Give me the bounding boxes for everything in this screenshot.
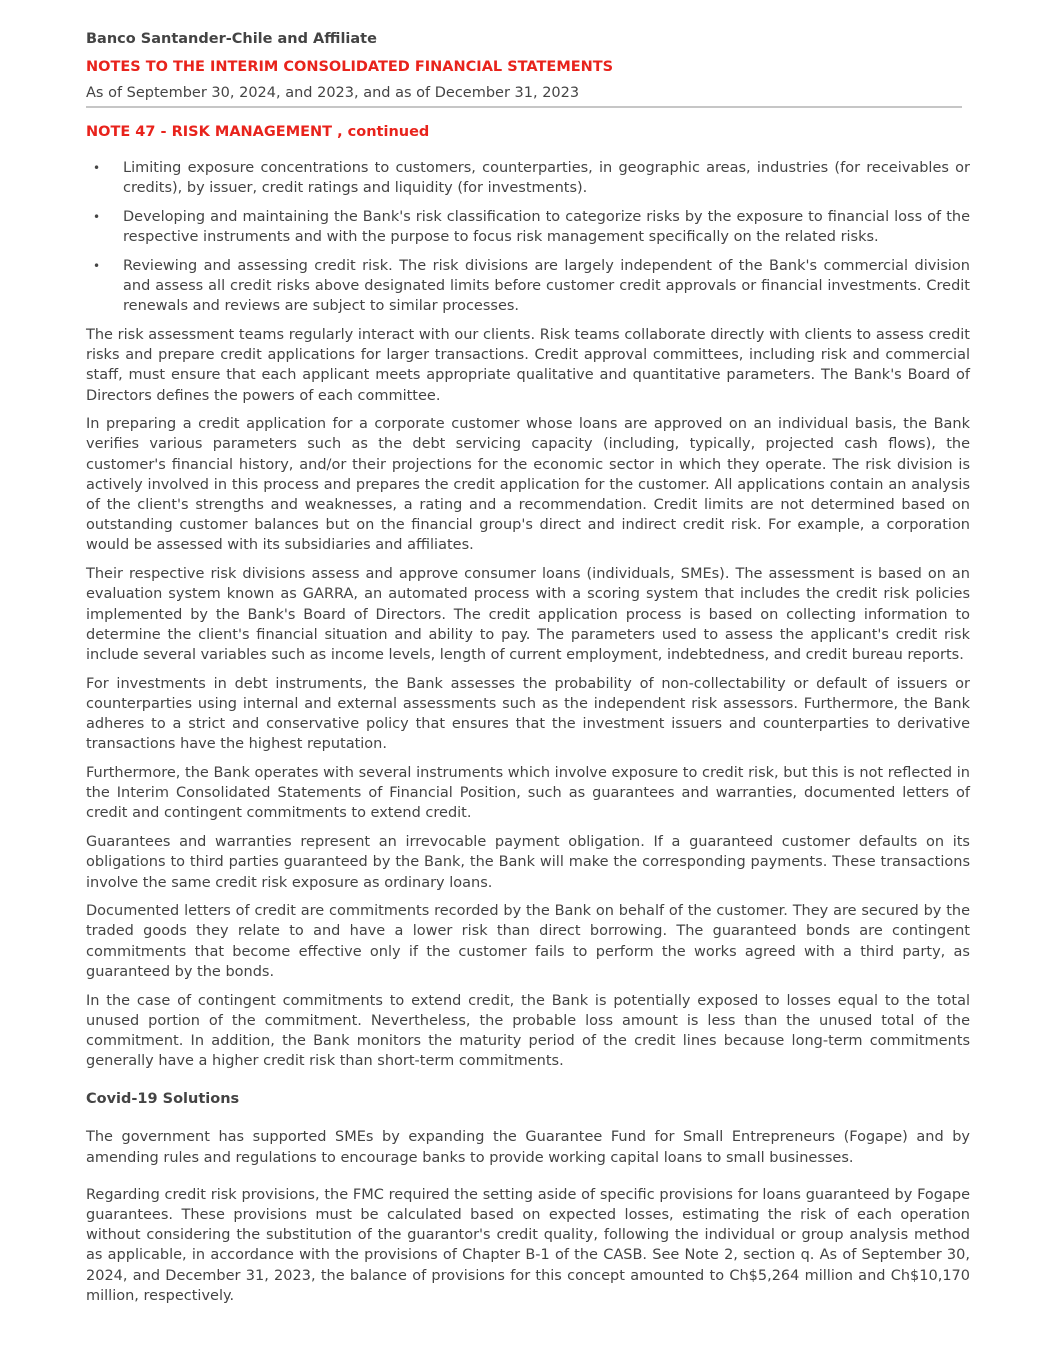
- document-page: [86, 28, 970, 1314]
- bullet-item: [86, 207, 970, 247]
- paragraph: In preparing a credit application for a corporate customer whose loans are approved on an individual basis, the Bank verifies various parameters such as the debt servicing capacity (including, typically, projected cash flows), the customer's financial history, and/or their projections for the economic sector in which they operate. The risk division is actively involved in this process and prepares the credit application for the customer. All applications contain an analysis of the client's strengths and weaknesses, a rating and a recommendation. Credit limits are not determined based on outstanding customer balances but on the financial group's direct and indirect credit risk. For example, a corporation would be assessed with its subsidiaries and affiliates.: [86, 416, 970, 554]
- paragraph: In the case of contingent commitments to extend credit, the Bank is potentially exposed to losses equal to the total unused portion of the commitment. Nevertheless, the probable loss amount is less than the unused total of the commitment. In addition, the Bank monitors the maturity period of the credit lines because long-term commitments generally have a higher credit risk than short-term commitments.: [86, 992, 970, 1070]
- document-date-line: As of September 30, 2024, and 2023, and as of December 31, 2023: [86, 85, 580, 101]
- bullet-icon: •: [93, 209, 101, 224]
- paragraph: For investments in debt instruments, the Bank assesses the probability of non-collectability or default of issuers or counterparties using internal and external assessments such as the independent risk assessors. Furthermore, the Bank adheres to a strict and conservative policy that ensures that the investment issuers and counterparties to derivative transactions have the highest reputation.: [86, 675, 970, 753]
- document-title: NOTES TO THE INTERIM CONSOLIDATED FINANCIAL STATEMENTS: [86, 59, 614, 75]
- paragraph: The risk assessment teams regularly interact with our clients. Risk teams collaborate directly with clients to assess credit risks and prepare credit applications for larger transactions. Credit approval committees, including risk and commercial staff, must ensure that each applicant meets appropriate qualitative and quantitative parameters. The Bank's Board of Directors defines the powers of each committee.: [86, 326, 970, 404]
- paragraph: Their respective risk divisions assess and approve consumer loans (individuals, SMEs). The assessment is based on an evaluation system known as GARRA, an automated process with a scoring system that includes the credit risk policies implemented by the Bank's Board of Directors. The credit application process is based on collecting information to determine the client's financial situation and ability to pay. The parameters used to assess the applicant's credit risk include several variables such as income levels, length of current employment, indebtedness, and credit bureau reports.: [86, 566, 970, 663]
- paragraph: Furthermore, the Bank operates with several instruments which involve exposure to credit risk, but this is not reflected in the Interim Consolidated Statements of Financial Position, such as guarantees and warranties, documented letters of credit and contingent commitments to extend credit.: [86, 764, 970, 822]
- bullet-list: [86, 158, 970, 316]
- bullet-item: [86, 158, 970, 198]
- bullet-icon: •: [93, 258, 101, 273]
- bullet-text: Reviewing and assessing credit risk. The risk divisions are largely independent of the Bank's commercial division and assess all credit risks above designated limits before customer credit approvals or financial investments. Credit renewals and reviews are subject to similar processes.: [123, 257, 970, 315]
- paragraph: Documented letters of credit are commitments recorded by the Bank on behalf of the customer. They are secured by the traded goods they relate to and have a lower risk than direct borrowing. The guaranteed bonds are contingent commitments that become effective only if the customer fails to perform the works agreed with a third party, as guaranteed by the bonds.: [86, 903, 970, 980]
- body-text: [86, 158, 970, 1306]
- company-name: Banco Santander-Chile and Affiliate: [86, 31, 377, 47]
- covid-paragraph: Regarding credit risk provisions, the FMC required the setting aside of specific provisions for loans guaranteed by Fogape guarantees. These provisions must be calculated based on expected losses, estimating the risk of each operation without considering the substitution of the guarantor's credit quality, following the individual or group analysis method as applicable, in accordance with the provisions of Chapter B-1 of the CASB. See Note 2, section q. As of September 30, 2024, and December 31, 2023, the balance of provisions for this concept amounted to Ch$5,264 million and Ch$10,170 million, respectively.: [86, 1186, 970, 1304]
- bullet-text: Developing and maintaining the Bank's risk classification to categorize risks by the exposure to financial loss of the respective instruments and with the purpose to focus risk management specifically on the related risks.: [123, 208, 970, 246]
- paragraph: Guarantees and warranties represent an irrevocable payment obligation. If a guaranteed customer defaults on its obligations to third parties guaranteed by the Bank, the Bank will make the corresponding payments. These transactions involve the same credit risk exposure as ordinary loans.: [86, 834, 970, 891]
- header-divider: [86, 106, 962, 108]
- bullet-item: [86, 256, 970, 317]
- covid-paragraph: The government has supported SMEs by expanding the Guarantee Fund for Small Entrepreneurs (Fogape) and by amending rules and regulations to encourage banks to provide working capital loans to small businesses.: [86, 1129, 970, 1166]
- bullet-icon: •: [93, 161, 101, 175]
- bullet-text: Limiting exposure concentrations to customers, counterparties, in geographic areas, industries (for receivables or credits), by issuer, credit ratings and liquidity (for investments).: [123, 160, 970, 197]
- covid-section-heading: Covid-19 Solutions: [86, 1091, 240, 1108]
- note-title: NOTE 47 - RISK MANAGEMENT , continued: [86, 124, 430, 140]
